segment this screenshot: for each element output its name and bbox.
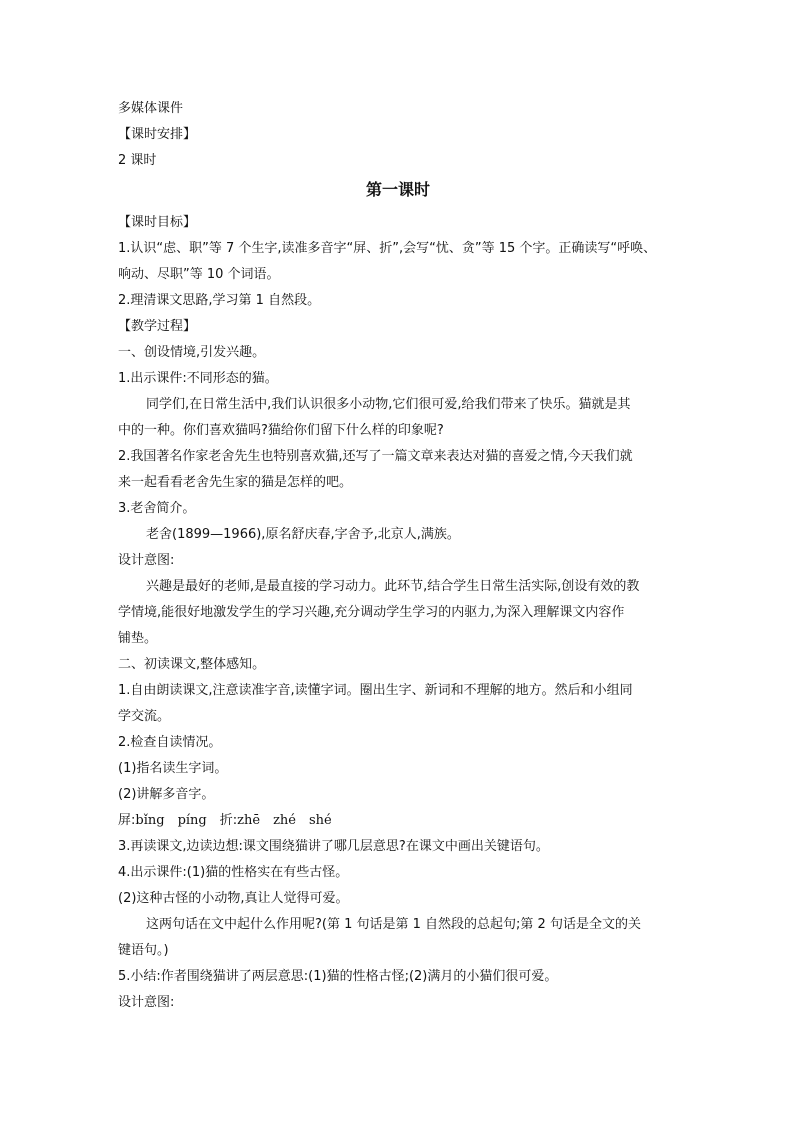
part2-step2-a: (1)指名读生字词。 bbox=[118, 761, 228, 776]
part2-step4-question-line-2: 键语句。) bbox=[118, 943, 169, 958]
part1-heading: 一、创设情境,引发兴趣。 bbox=[118, 345, 266, 360]
part2-step4-b: (2)这种古怪的小动物,真让人觉得可爱。 bbox=[118, 891, 349, 906]
part2-step4: 4.出示课件:(1)猫的性格实在有些古怪。 bbox=[118, 865, 349, 880]
lesson-title: 第一课时 bbox=[365, 180, 430, 199]
part2-step1-line-1: 1.自由朗读课文,注意读准字音,读懂字词。圈出生字、新词和不理解的地方。然后和小组同 bbox=[118, 683, 633, 698]
goals-heading: 【课时目标】 bbox=[118, 215, 197, 230]
part1-intent-label: 设计意图: bbox=[118, 553, 175, 568]
goal-item-1-line-1: 1.认识“虑、职”等 7 个生字,读准多音字“屏、折”,会写“忧、贪”等 15 个字。正确读写“呼唤、 bbox=[118, 241, 657, 256]
part1-step1-paragraph-line-2: 中的一种。你们喜欢猫吗?猫给你们留下什么样的印象呢? bbox=[118, 423, 444, 438]
part1-intent-line-2: 学情境,能很好地激发学生的学习兴趣,充分调动学生学习的内驱力,为深入理解课文内容作 bbox=[118, 605, 625, 620]
part1-step2-line-1: 2.我国著名作家老舍先生也特别喜欢猫,还写了一篇文章来表达对猫的喜爱之情,今天我们就 bbox=[118, 449, 633, 464]
schedule-value: 2 课时 bbox=[118, 153, 157, 168]
part2-step2: 2.检查自读情况。 bbox=[118, 735, 222, 750]
part1-step2-line-2: 来一起看看老舍先生家的猫是怎样的吧。 bbox=[118, 475, 353, 490]
goal-item-2: 2.理清课文思路,学习第 1 自然段。 bbox=[118, 293, 321, 308]
schedule-heading: 【课时安排】 bbox=[118, 127, 197, 142]
part1-step1: 1.出示课件:不同形态的猫。 bbox=[118, 371, 278, 386]
part1-step1-paragraph-line-1: 同学们,在日常生活中,我们认识很多小动物,它们很可爱,给我们带来了快乐。猫就是其 bbox=[146, 397, 631, 412]
part2-step4-question-line-1: 这两句话在文中起什么作用呢?(第 1 句话是第 1 自然段的总起句;第 2 句话是全文的关 bbox=[146, 917, 641, 932]
part2-step5: 5.小结:作者围绕猫讲了两层意思:(1)猫的性格古怪;(2)满月的小猫们很可爱。 bbox=[118, 969, 558, 984]
part1-step3: 3.老舍简介。 bbox=[118, 501, 196, 516]
part2-step3: 3.再读课文,边读边想:课文围绕猫讲了哪几层意思?在课文中画出关键语句。 bbox=[118, 839, 549, 854]
part1-intent-line-3: 铺垫。 bbox=[118, 631, 158, 646]
part2-step2-b: (2)讲解多音字。 bbox=[118, 787, 215, 802]
polyphone-line bbox=[118, 808, 678, 834]
part1-step3-paragraph: 老舍(1899—1966),原名舒庆春,字舍予,北京人,满族。 bbox=[146, 527, 460, 542]
goal-item-1-line-2: 响动、尽职”等 10 个词语。 bbox=[118, 267, 280, 282]
part2-intent-label: 设计意图: bbox=[118, 995, 175, 1010]
part1-intent-line-1: 兴趣是最好的老师,是最直接的学习动力。此环节,结合学生日常生活实际,创设有效的教 bbox=[146, 579, 640, 594]
part2-heading: 二、初读课文,整体感知。 bbox=[118, 657, 266, 672]
document-page bbox=[118, 96, 678, 1016]
polyphone-zhe-readings: zhē zhé shé bbox=[237, 813, 332, 828]
polyphone-zhe-char: 折: bbox=[219, 813, 238, 828]
process-heading: 【教学过程】 bbox=[118, 319, 197, 334]
part2-step1-line-2: 学交流。 bbox=[118, 709, 171, 724]
materials-text: 多媒体课件 bbox=[118, 101, 184, 116]
polyphone-ping-readings: bǐng píng bbox=[135, 813, 207, 828]
polyphone-ping-char: 屏: bbox=[118, 813, 136, 828]
